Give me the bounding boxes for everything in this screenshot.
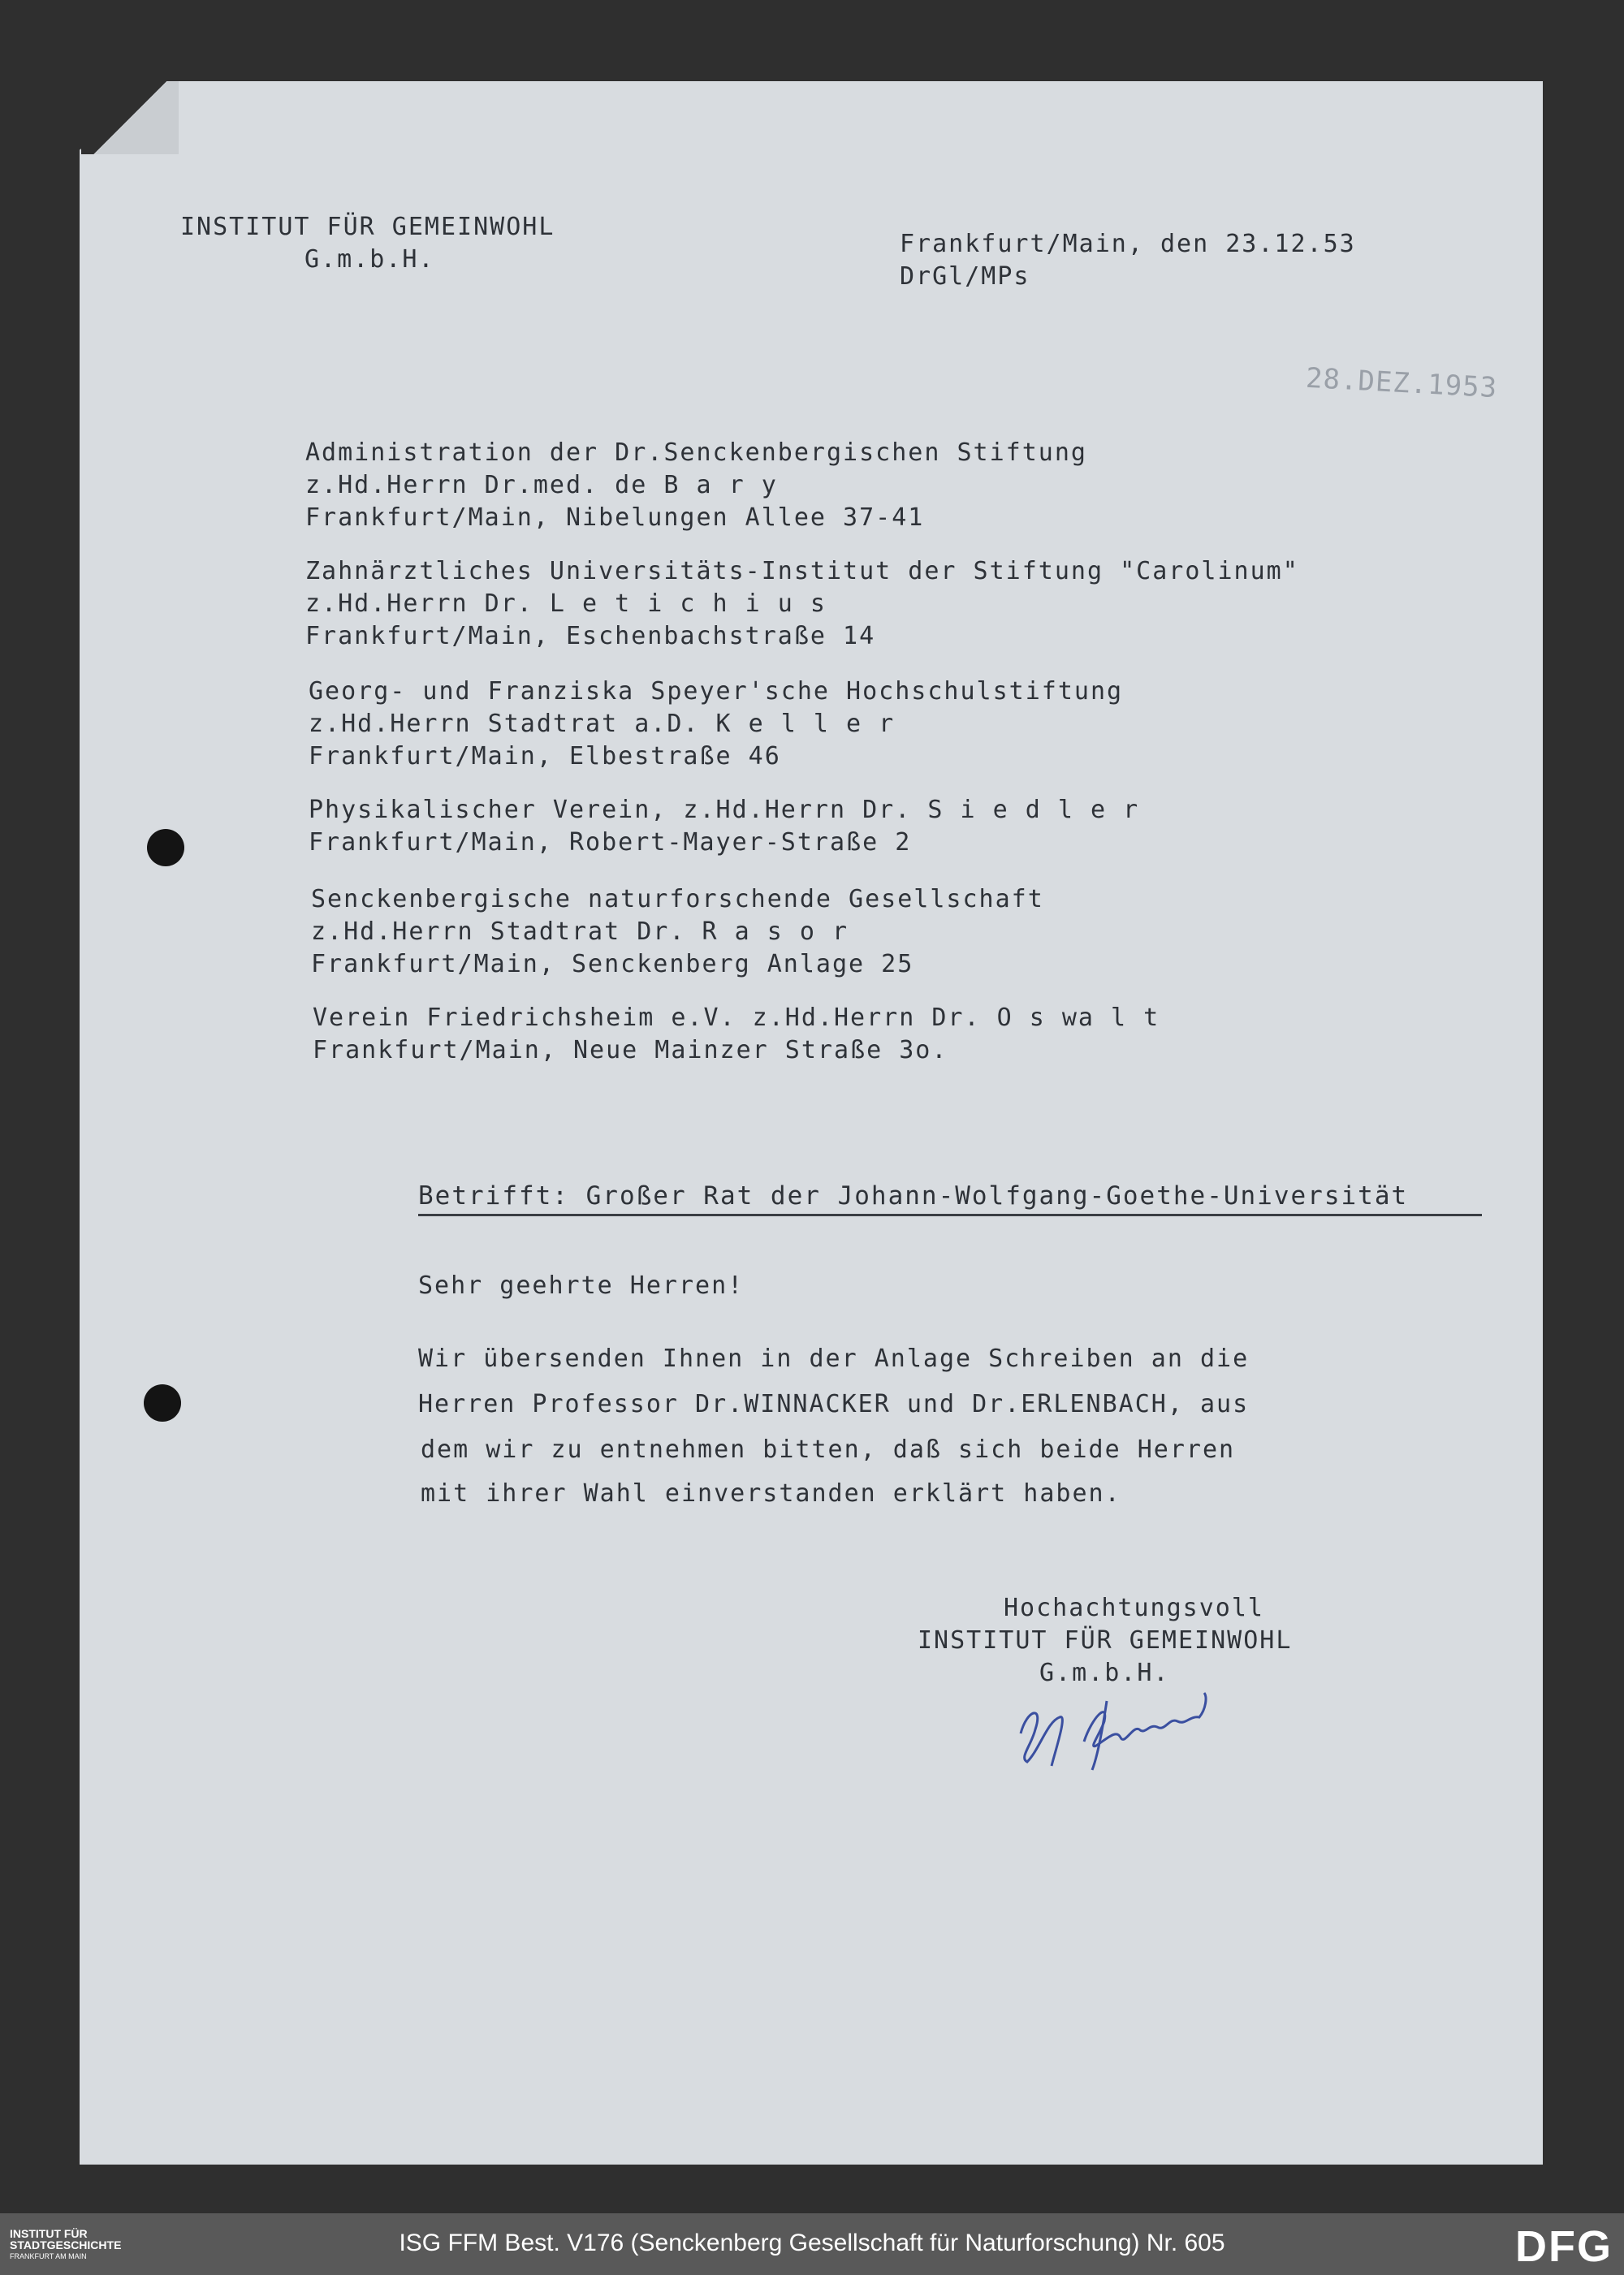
body-line-1: Wir übersenden Ihnen in der Anlage Schreiben an die: [418, 1345, 1250, 1373]
recipient-2-line-3: Frankfurt/Main, Eschenbachstraße 14: [305, 622, 876, 650]
recipient-1-line-2: z.Hd.Herrn Dr.med. de B a r y: [305, 471, 778, 499]
recipient-4-line-1: Physikalischer Verein, z.Hd.Herrn Dr. S i e d l e r: [309, 796, 1140, 824]
recipient-3-line-2: z.Hd.Herrn Stadtrat a.D. K e l l e r: [309, 710, 896, 738]
recipient-2-line-1: Zahnärztliches Universitäts-Institut der Stiftung "Carolinum": [305, 557, 1299, 585]
recipient-6-line-2: Frankfurt/Main, Neue Mainzer Straße 3o.: [313, 1036, 948, 1064]
letterhead-org-form: G.m.b.H.: [304, 245, 435, 274]
place-date: Frankfurt/Main, den 23.12.53: [900, 230, 1356, 258]
archive-reference: ISG FFM Best. V176 (Senckenberg Gesellschaft für Naturforschung) Nr. 605: [399, 2230, 1225, 2256]
recipient-5-line-1: Senckenbergische naturforschende Gesellschaft: [311, 885, 1044, 913]
handwritten-signature: [1011, 1685, 1255, 1777]
recipient-1-line-3: Frankfurt/Main, Nibelungen Allee 37-41: [305, 503, 925, 532]
reference-code: DrGl/MPs: [900, 262, 1030, 291]
punch-hole-bottom: [144, 1384, 181, 1422]
body-line-2: Herren Professor Dr.WINNACKER und Dr.ERLENBACH, aus: [418, 1390, 1250, 1418]
recipient-4-line-2: Frankfurt/Main, Robert-Mayer-Straße 2: [309, 828, 912, 857]
recipient-2-line-2: z.Hd.Herrn Dr. L e t i c h i u s: [305, 589, 827, 618]
institution-logo: INSTITUT FÜR STADTGESCHICHTE FRANKFURT AM MAIN: [10, 2227, 122, 2260]
closing-org-form: G.m.b.H.: [1039, 1659, 1170, 1687]
folded-corner: [81, 81, 179, 154]
recipient-1-line-1: Administration der Dr.Senckenbergischen Stiftung: [305, 438, 1087, 467]
closing-greeting: Hochachtungsvoll: [1004, 1594, 1264, 1622]
recipient-5-line-3: Frankfurt/Main, Senckenberg Anlage 25: [311, 950, 914, 978]
body-line-4: mit ihrer Wahl einverstanden erklärt haben.: [421, 1479, 1121, 1508]
body-line-3: dem wir zu entnehmen bitten, daß sich beide Herren: [421, 1435, 1236, 1464]
closing-org: INSTITUT FÜR GEMEINWOHL: [918, 1626, 1293, 1655]
recipient-3-line-1: Georg- und Franziska Speyer'sche Hochschulstiftung: [309, 677, 1124, 706]
recipient-5-line-2: z.Hd.Herrn Stadtrat Dr. R a s o r: [311, 917, 849, 946]
subject-line: Betrifft: Großer Rat der Johann-Wolfgang-Goethe-Universität: [418, 1181, 1482, 1216]
archive-footer: [0, 2213, 1624, 2275]
punch-hole-top: [147, 829, 184, 866]
dfg-logo: DFG: [1515, 2222, 1613, 2271]
salutation: Sehr geehrte Herren!: [418, 1271, 745, 1300]
recipient-6-line-1: Verein Friedrichsheim e.V. z.Hd.Herrn Dr. O s wa l t: [313, 1004, 1160, 1032]
received-date-stamp: 28.DEZ.1953: [1305, 361, 1499, 405]
letterhead-org: INSTITUT FÜR GEMEINWOHL: [180, 213, 555, 241]
recipient-3-line-3: Frankfurt/Main, Elbestraße 46: [309, 742, 781, 771]
